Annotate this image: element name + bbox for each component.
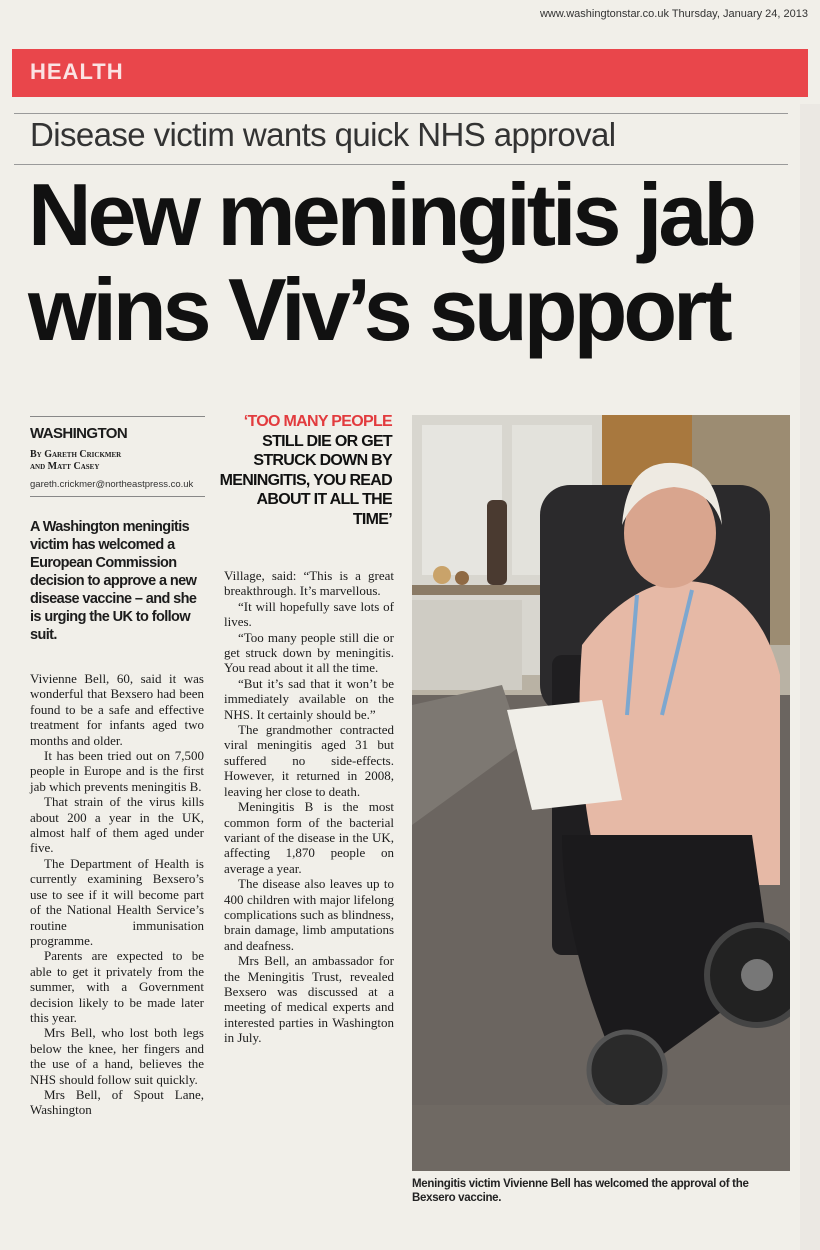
paragraph: Mrs Bell, an ambassador for the Meningitis Trust, revealed Bexsero was discussed at a meeting of medical experts and interested parties in Washington in July. xyxy=(224,953,394,1046)
section-label: HEALTH xyxy=(30,59,124,84)
headline-line-2: wins Viv’s support xyxy=(28,260,729,359)
paragraph: That strain of the virus kills about 200 a year in the UK, almost half of them aged under five. xyxy=(30,794,204,856)
masthead-url: www.washingtonstar.co.uk xyxy=(539,8,669,20)
woman-in-wheelchair-photo xyxy=(412,415,790,1171)
paragraph: Parents are expected to be able to get it privately from the summer, with a Government decision likely to be made later this year. xyxy=(30,948,204,1025)
masthead-date: Thursday, January 24, 2013 xyxy=(671,8,808,20)
location-label: WASHINGTON xyxy=(30,425,128,442)
paragraph: Meningitis B is the most common form of the bacterial variant of the disease in the UK, affecting 1,870 people on average a year. xyxy=(224,799,394,876)
masthead xyxy=(0,8,808,20)
page-edge xyxy=(800,104,820,1250)
paragraph: The grandmother contracted viral meningitis aged 31 but suffered no side-effects. However, it returned in 2008, leaving her close to death. xyxy=(224,722,394,799)
section-bar xyxy=(12,49,808,97)
paragraph: Mrs Bell, who lost both legs below the knee, her fingers and the use of a hand, believes the NHS should follow suit quickly. xyxy=(30,1025,204,1087)
article-column-1 xyxy=(30,671,204,1118)
divider xyxy=(14,113,788,114)
byline-line-1: By Gareth Crickmer xyxy=(30,449,122,460)
divider xyxy=(30,416,205,417)
photo-illustration xyxy=(412,415,790,1171)
paragraph: Village, said: “This is a great breakthrough. It’s marvellous. xyxy=(224,568,394,599)
divider xyxy=(30,496,205,497)
pull-quote-accent: ‘TOO MANY PEOPLE xyxy=(243,413,392,430)
author-email: gareth.crickmer@northeastpress.co.uk xyxy=(30,479,194,490)
byline-line-2: and Matt Casey xyxy=(30,461,100,472)
paragraph: The Department of Health is currently examining Bexsero’s use to see if it will become part of the National Health Service’s routine immunisation programme. xyxy=(30,855,204,948)
article-column-2 xyxy=(224,568,394,1046)
headline-line-1: New meningitis jab xyxy=(28,165,754,264)
standfirst: A Washington meningitis victim has welcomed a European Commission decision to approve a new disease vaccine – and she is urging the UK to follow suit. xyxy=(30,519,197,643)
paragraph: Vivienne Bell, 60, said it was wonderful that Bexsero had been found to be a safe and effective treatment for infants aged two months and older. xyxy=(30,671,204,748)
photo-caption: Meningitis victim Vivienne Bell has welcomed the approval of the Bexsero vaccine. xyxy=(412,1178,749,1204)
headline xyxy=(28,167,788,357)
pull-quote-text: STILL DIE OR GET STRUCK DOWN BY MENINGITIS, YOU READ ABOUT IT ALL THE TIME’ xyxy=(219,432,392,528)
kicker-headline: Disease victim wants quick NHS approval xyxy=(30,116,616,153)
paragraph: The disease also leaves up to 400 children with major lifelong complications such as blindness, brain damage, limb amputations and deafness. xyxy=(224,876,394,953)
paragraph: “Too many people still die or get struck down by meningitis. You read about it all the time. xyxy=(224,629,394,676)
pull-quote xyxy=(218,412,392,529)
paragraph: It has been tried out on 7,500 people in Europe and is the first jab which prevents meningitis B. xyxy=(30,748,204,794)
paragraph: “But it’s sad that it won’t be immediately available on the NHS. It certainly should be.” xyxy=(224,675,394,722)
paragraph: Mrs Bell, of Spout Lane, Washington xyxy=(30,1086,204,1118)
paragraph: “It will hopefully save lots of lives. xyxy=(224,598,394,630)
byline xyxy=(30,449,210,473)
